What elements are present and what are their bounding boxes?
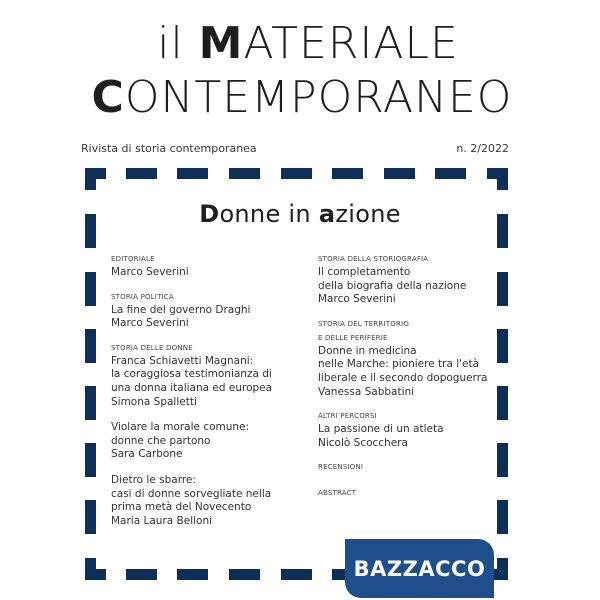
toc-section-recensioni [318, 462, 508, 472]
section-label: STORIA POLITICA [111, 292, 174, 301]
toc-section-storiografia [318, 254, 508, 307]
toc-author: Marco Severini [111, 317, 189, 330]
toc-article-title: La passione di un atleta [318, 423, 444, 436]
toc-section-editoriale [111, 254, 306, 280]
frame-dash [85, 329, 96, 363]
toc-author: Vanessa Sabbatini [318, 385, 415, 398]
frame-dash [85, 272, 96, 306]
toc-article-title: nelle Marche: pioniere tra l'età [318, 358, 480, 371]
toc-section-territorio [318, 319, 508, 399]
toc-article-title: liberale e il secondo dopoguerra [318, 371, 488, 384]
issue-title-part-2: zione [335, 200, 401, 228]
frame-dash [126, 569, 157, 580]
frame-dash [332, 168, 363, 179]
toc-author: Nicolò Scocchera [318, 436, 408, 449]
issue-title-part-1: onne in [219, 200, 319, 228]
masthead-line-2 [2, 72, 600, 123]
frame-corner-tl-v [85, 168, 96, 190]
section-label: ABSTRACT [318, 489, 357, 498]
section-label: STORIA DELLA STORIOGRAFIA [318, 255, 429, 263]
frame-dash [435, 168, 466, 179]
subtitle-row [81, 142, 509, 155]
toc-article-title: Il completamento [318, 266, 411, 278]
toc-article-title: una donna italiana ed europea [111, 381, 273, 394]
toc-left-column [111, 254, 306, 540]
toc-article-violare [111, 421, 306, 462]
toc-author: Simona Spalletti [111, 395, 197, 408]
journal-subtitle: Rivista di storia contemporanea [81, 142, 257, 155]
toc-section-storia-politica [111, 292, 306, 331]
toc-author: Maria Laura Belloni [111, 514, 213, 527]
toc-article-title: prima metà del Novecento [111, 501, 252, 514]
toc-article-title: Violare la morale comune: [111, 421, 250, 434]
masthead-prefix: il [157, 18, 199, 69]
toc-article-title: donne che partono [111, 434, 211, 447]
frame-dash [229, 569, 260, 580]
toc-article-title: La fine del governo Draghi [111, 303, 251, 316]
issue-title [0, 200, 600, 228]
section-label-continued: E DELLE PERIFERIE [318, 333, 388, 342]
section-label: RECENSIONI [318, 463, 364, 472]
frame-corner-bl [85, 569, 106, 580]
toc-author: Marco Severini [318, 293, 396, 306]
toc-article-title: Franca Schiavetti Magnani: [111, 354, 254, 367]
section-label: STORIA DELLE DONNE [111, 343, 193, 352]
frame-dash [177, 569, 208, 580]
toc-article-dietro-le-sbarre [111, 474, 306, 528]
toc-article-title: casi di donne sorvegliate nella [111, 487, 272, 500]
publisher-badge: BAZZACCO [345, 539, 494, 598]
frame-dash [281, 569, 312, 580]
masthead-word-2: ONTEMPORANEO [124, 72, 513, 123]
masthead-line-1 [8, 18, 600, 69]
section-label: ALTRI PERCORSI [318, 412, 377, 421]
toc-author: Sara Carbone [111, 448, 183, 461]
frame-dash [85, 500, 96, 534]
frame-dash [384, 168, 415, 179]
frame-dash [126, 168, 157, 179]
issue-number: n. 2/2022 [456, 142, 509, 155]
toc-article-title: la coraggiosa testimonianza di [111, 368, 272, 381]
toc-article-title: della biografia della nazione [318, 279, 467, 292]
masthead-initial-m: M [198, 18, 244, 69]
frame-dash [229, 168, 260, 179]
toc-article-title: Donne in medicina [318, 344, 417, 357]
toc-section-storia-delle-donne [111, 343, 306, 409]
toc-section-abstract [318, 488, 508, 498]
frame-dash [85, 443, 96, 477]
toc-section-altri-percorsi [318, 411, 508, 450]
masthead-initial-c: C [91, 72, 125, 123]
frame-dash [177, 168, 208, 179]
toc-right-column [318, 254, 508, 510]
toc-article-title: Dietro le sbarre: [111, 473, 196, 486]
issue-title-initial-d: D [199, 200, 220, 228]
masthead-word-1: ATERIALE [243, 18, 459, 69]
issue-title-initial-a: a [318, 200, 336, 228]
section-label: STORIA DEL TERRITORIO [318, 319, 410, 328]
section-label: EDITORIALE [111, 255, 155, 263]
frame-dash [281, 168, 312, 179]
frame-dash [85, 386, 96, 420]
toc-author: Marco Severini [111, 266, 189, 278]
frame-corner-tr-v [497, 168, 508, 190]
